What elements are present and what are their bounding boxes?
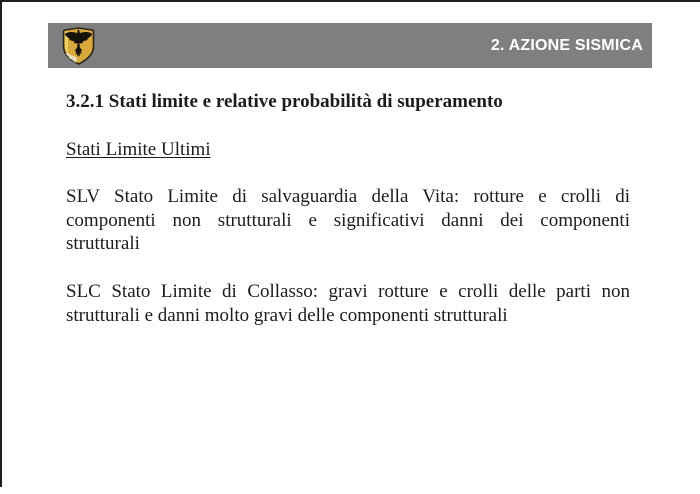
page-top-border [0, 0, 700, 2]
paragraph-slv [66, 185, 630, 256]
subheading-stati-limite-ultimi: Stati Limite Ultimi [66, 139, 211, 160]
paragraph-slv-line-3: strutturali [66, 233, 140, 255]
paragraph-slc [66, 280, 630, 327]
section-heading: 3.2.1 Stati limite e relative probabilità di superamento [66, 91, 503, 112]
paragraph-slv-line-2: componenti non strutturali e significativi danni dei componenti [66, 209, 630, 231]
paragraph-slc-line-1: SLC Stato Limite di Collasso: gravi rotture e crolli delle parti non [66, 281, 630, 302]
header-bar [48, 23, 652, 68]
paragraph-slv-line-1: SLV Stato Limite di salvaguardia della Vita: rotture e crolli di [66, 186, 630, 207]
chapter-title: 2. AZIONE SISMICA [490, 36, 643, 54]
page-left-border [0, 0, 2, 487]
paragraph-slc-line-2: strutturali e danni molto gravi delle componenti strutturali [66, 304, 508, 326]
eagle-shield-emblem-icon [62, 27, 95, 65]
